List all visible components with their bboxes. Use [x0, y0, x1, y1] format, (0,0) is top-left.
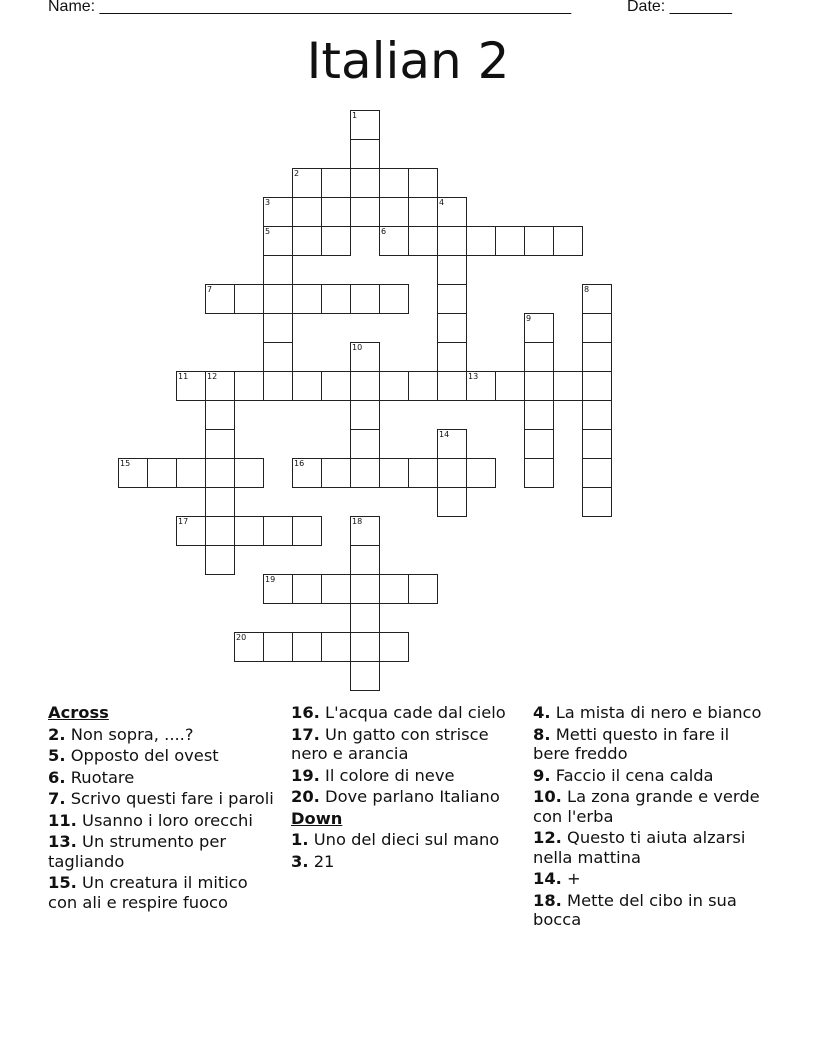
clue-number: 2 [294, 169, 300, 178]
crossword-cell[interactable] [292, 371, 322, 401]
crossword-cell[interactable] [582, 487, 612, 517]
crossword-cell[interactable] [321, 197, 351, 227]
crossword-cell[interactable] [408, 574, 438, 604]
clue-down-12: 12. Questo ti aiuta alzarsi nella mattina [533, 828, 746, 867]
crossword-cell[interactable] [321, 226, 351, 256]
crossword-cell[interactable] [263, 516, 293, 546]
clue-down-4: 4. La mista di nero e bianco [533, 703, 762, 722]
crossword-cell[interactable] [466, 458, 496, 488]
crossword-cell[interactable] [350, 139, 380, 169]
crossword-cell[interactable] [263, 371, 293, 401]
crossword-cell[interactable] [263, 284, 293, 314]
clue-number: 20 [236, 633, 247, 642]
across-heading: Across [48, 703, 109, 722]
crossword-cell[interactable] [437, 487, 467, 517]
crossword-cell[interactable] [553, 226, 583, 256]
crossword-cell[interactable] [350, 632, 380, 662]
clue-number: 10 [352, 343, 363, 352]
crossword-cell[interactable] [350, 284, 380, 314]
clue-number: 9 [526, 314, 532, 323]
crossword-cell[interactable] [350, 661, 380, 691]
crossword-cell[interactable] [292, 226, 322, 256]
crossword-cell[interactable] [350, 545, 380, 575]
clue-across-11: 11. Usanno i loro orecchi [48, 810, 253, 830]
crossword-cell[interactable] [524, 458, 554, 488]
clue-number: 8 [584, 285, 590, 294]
crossword-cell[interactable] [379, 284, 409, 314]
crossword-cell[interactable] [437, 342, 467, 372]
crossword-cell[interactable] [408, 226, 438, 256]
crossword-cell[interactable] [495, 226, 525, 256]
clue-number: 15 [120, 459, 131, 468]
crossword-cell[interactable] [263, 632, 293, 662]
crossword-cell[interactable] [582, 400, 612, 430]
crossword-cell[interactable] [263, 313, 293, 343]
crossword-cell[interactable] [321, 574, 351, 604]
crossword-cell[interactable] [321, 284, 351, 314]
clue-across-19: 19. Il colore di neve [291, 765, 455, 785]
crossword-cell[interactable] [234, 284, 264, 314]
crossword-cell[interactable] [350, 371, 380, 401]
crossword-cell[interactable] [582, 371, 612, 401]
crossword-cell[interactable] [321, 632, 351, 662]
clue-down-3: 3. 21 [291, 851, 335, 871]
down-heading: Down [291, 808, 343, 828]
crossword-cell[interactable] [350, 574, 380, 604]
crossword-cell[interactable] [524, 226, 554, 256]
crossword-cell[interactable] [321, 168, 351, 198]
crossword-cell[interactable] [292, 632, 322, 662]
clue-down-1: 1. Uno del dieci sul mano [291, 830, 500, 849]
clue-down-18: 18. Mette del cibo in sua bocca [533, 890, 737, 929]
crossword-cell[interactable] [234, 458, 264, 488]
crossword-cell[interactable] [205, 429, 235, 459]
clue-column-1 [48, 703, 280, 914]
crossword-cell[interactable] [408, 197, 438, 227]
clue-number: 11 [178, 372, 189, 381]
crossword-cell[interactable] [437, 313, 467, 343]
clue-across-7: 7. Scrivo questi fare i paroli [48, 789, 274, 808]
crossword-cell[interactable] [524, 400, 554, 430]
date-field-label: Date: _______ [627, 0, 732, 15]
crossword-cell[interactable] [582, 342, 612, 372]
crossword-cell[interactable] [466, 226, 496, 256]
crossword-cell[interactable] [379, 371, 409, 401]
crossword-cell[interactable] [437, 226, 467, 256]
crossword-cell[interactable] [437, 371, 467, 401]
crossword-cell[interactable] [379, 197, 409, 227]
crossword-cell[interactable] [495, 371, 525, 401]
clue-across-5: 5. Opposto del ovest [48, 746, 219, 765]
name-field-label: Name: _____________________________________________________ [48, 0, 572, 15]
crossword-cell[interactable] [437, 284, 467, 314]
clue-number: 3 [265, 198, 271, 207]
crossword-cell[interactable] [408, 371, 438, 401]
puzzle-title: Italian 2 [306, 32, 510, 90]
crossword-cell[interactable] [263, 255, 293, 285]
crossword-cell[interactable] [379, 574, 409, 604]
clue-across-20: 20. Dove parlano Italiano [291, 787, 500, 806]
clue-number: 14 [439, 430, 450, 439]
crossword-cell[interactable] [205, 545, 235, 575]
clue-across-16: 16. L'acqua cade dal cielo [291, 703, 506, 722]
clue-down-10: 10. La zona grande e verde con l'erba [533, 787, 760, 826]
crossword-cell[interactable] [234, 516, 264, 546]
crossword-cell[interactable] [524, 342, 554, 372]
crossword-cell[interactable] [292, 197, 322, 227]
crossword-cell[interactable] [350, 429, 380, 459]
clue-column-3 [533, 703, 765, 932]
crossword-cell[interactable] [350, 197, 380, 227]
crossword-cell[interactable] [292, 516, 322, 546]
crossword-cell[interactable] [205, 487, 235, 517]
crossword-cell[interactable] [350, 168, 380, 198]
clue-number: 6 [381, 227, 387, 236]
crossword-cell[interactable] [582, 458, 612, 488]
clue-number: 1 [352, 111, 358, 120]
crossword-cell[interactable] [292, 284, 322, 314]
clue-number: 5 [265, 227, 271, 236]
crossword-cell[interactable] [147, 458, 177, 488]
crossword-cell[interactable] [263, 342, 293, 372]
clue-number: 4 [439, 198, 445, 207]
clue-number: 19 [265, 575, 276, 584]
crossword-cell[interactable] [205, 458, 235, 488]
clue-across-17: 17. Un gatto con strisce nero e arancia [291, 724, 489, 763]
crossword-cell[interactable] [524, 371, 554, 401]
crossword-cell[interactable] [350, 400, 380, 430]
clue-number: 16 [294, 459, 305, 468]
crossword-cell[interactable] [350, 458, 380, 488]
clue-down-9: 9. Faccio il cena calda [533, 765, 714, 785]
crossword-cell[interactable] [205, 516, 235, 546]
crossword-cell[interactable] [408, 168, 438, 198]
crossword-cell[interactable] [234, 371, 264, 401]
crossword-cell[interactable] [205, 400, 235, 430]
clue-number: 7 [207, 285, 213, 294]
clue-across-6: 6. Ruotare [48, 767, 135, 787]
crossword-cell[interactable] [437, 255, 467, 285]
crossword-cell[interactable] [437, 458, 467, 488]
crossword-cell[interactable] [553, 371, 583, 401]
crossword-cell[interactable] [176, 458, 206, 488]
crossword-cell[interactable] [379, 458, 409, 488]
clue-across-15: 15. Un creatura il mitico con ali e respire fuoco [48, 873, 248, 912]
clue-down-14: 14. + [533, 869, 581, 888]
clue-number: 18 [352, 517, 363, 526]
crossword-cell[interactable] [524, 429, 554, 459]
crossword-cell[interactable] [582, 429, 612, 459]
crossword-cell[interactable] [408, 458, 438, 488]
clue-across-13: 13. Un strumento per tagliando [48, 832, 227, 871]
crossword-cell[interactable] [379, 168, 409, 198]
clue-down-8: 8. Metti questo in fare il bere freddo [533, 724, 730, 763]
clue-number: 13 [468, 372, 479, 381]
clue-number: 12 [207, 372, 218, 381]
crossword-cell[interactable] [321, 458, 351, 488]
crossword-cell[interactable] [582, 313, 612, 343]
clue-across-2: 2. Non sopra, ....? [48, 724, 194, 744]
crossword-cell[interactable] [379, 632, 409, 662]
clue-column-2 [291, 703, 523, 873]
crossword-cell[interactable] [350, 603, 380, 633]
crossword-cell[interactable] [321, 371, 351, 401]
clue-number: 17 [178, 517, 189, 526]
crossword-cell[interactable] [292, 574, 322, 604]
